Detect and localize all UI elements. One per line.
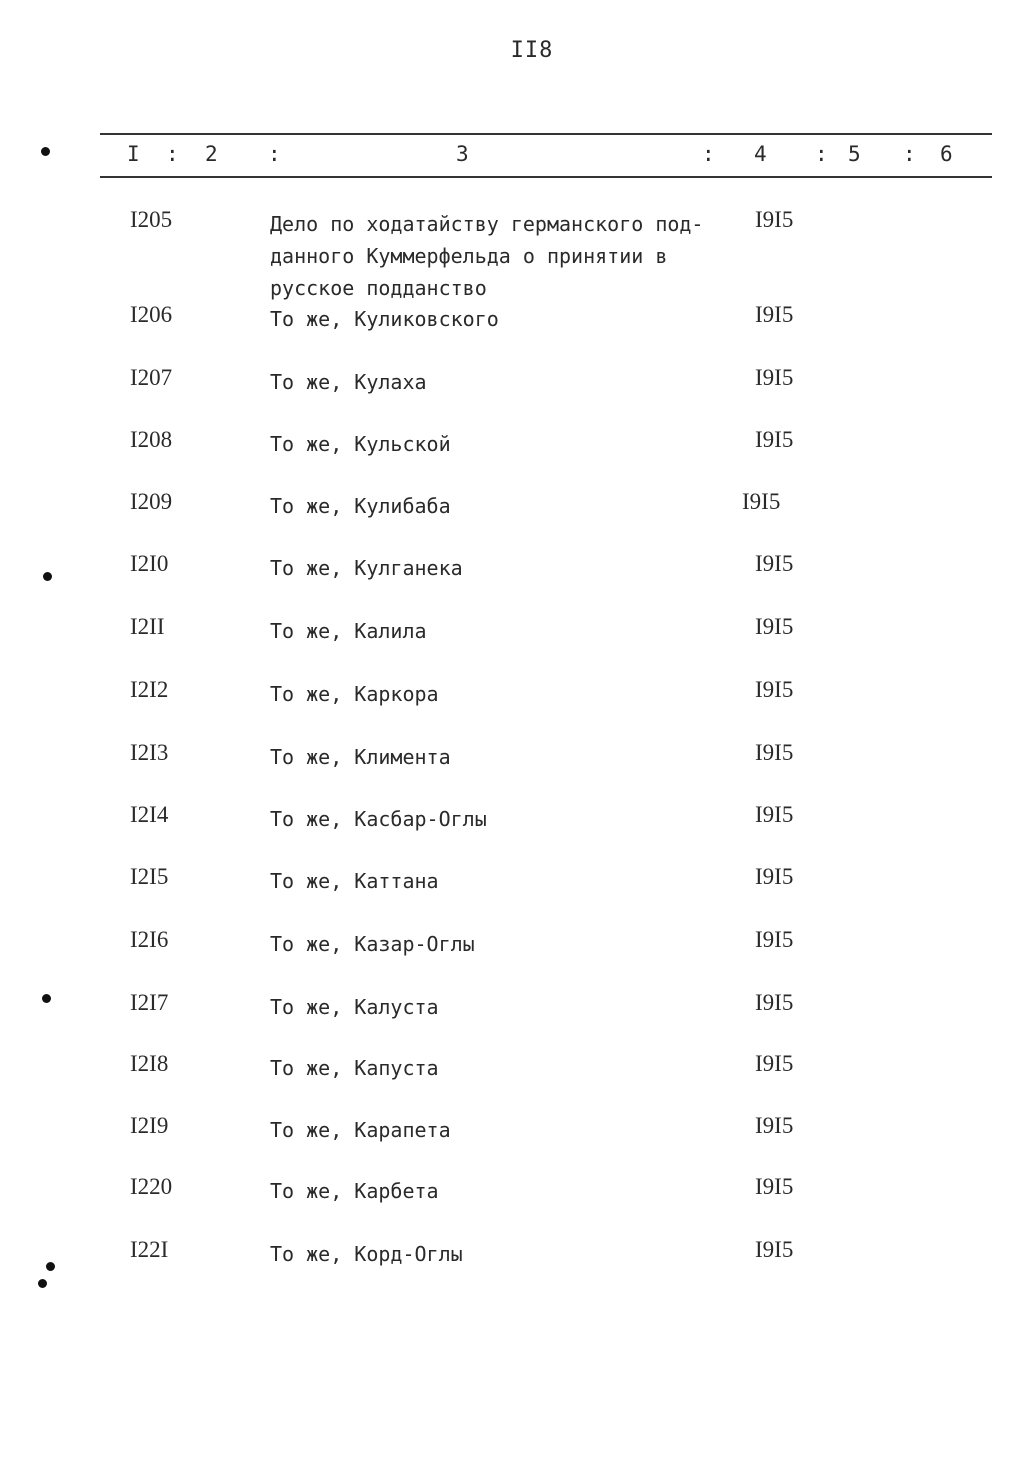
item-title: То же, Карапета bbox=[270, 1118, 451, 1142]
item-number: I2I0 bbox=[130, 551, 169, 576]
punch-hole bbox=[38, 1279, 47, 1288]
item-year: I9I5 bbox=[755, 927, 794, 952]
column-header-6: 6 bbox=[940, 142, 953, 166]
item-title: То же, Каттана bbox=[270, 869, 439, 893]
item-year: I9I5 bbox=[755, 1113, 794, 1138]
item-year: I9I5 bbox=[755, 1051, 794, 1076]
item-number: I2I4 bbox=[130, 802, 169, 827]
page-number: II8 bbox=[510, 38, 554, 63]
item-title: Дело по ходатайству германского под- данного Куммерфельда о принятии в русское подданство bbox=[270, 212, 704, 300]
column-separator: : bbox=[702, 142, 715, 166]
item-title: То же, Каркора bbox=[270, 682, 439, 706]
item-year: I9I5 bbox=[755, 990, 794, 1015]
item-year: I9I5 bbox=[755, 1174, 794, 1199]
column-header-2: 2 bbox=[205, 142, 218, 166]
column-separator: : bbox=[903, 142, 916, 166]
item-number: I206 bbox=[130, 302, 173, 327]
item-year: I9I5 bbox=[755, 864, 794, 889]
item-number: I2II bbox=[130, 614, 165, 639]
punch-hole bbox=[46, 1262, 55, 1271]
item-title: То же, Климента bbox=[270, 745, 451, 769]
column-separator: : bbox=[268, 142, 281, 166]
column-header-3: 3 bbox=[456, 142, 469, 166]
column-header-1: I bbox=[127, 142, 140, 166]
punch-hole bbox=[42, 994, 51, 1003]
item-year: I9I5 bbox=[742, 489, 781, 514]
punch-hole bbox=[41, 147, 50, 156]
column-header-5: 5 bbox=[848, 142, 861, 166]
item-title: То же, Кулибаба bbox=[270, 494, 451, 518]
item-title: То же, Касбар-Оглы bbox=[270, 807, 487, 831]
item-number: I220 bbox=[130, 1174, 173, 1199]
item-year: I9I5 bbox=[755, 677, 794, 702]
item-year: I9I5 bbox=[755, 207, 794, 232]
item-title: То же, Куликовского bbox=[270, 307, 499, 331]
item-number: I207 bbox=[130, 365, 173, 390]
item-year: I9I5 bbox=[755, 1237, 794, 1262]
item-title: То же, Казар-Оглы bbox=[270, 932, 475, 956]
item-title: То же, Калуста bbox=[270, 995, 439, 1019]
item-year: I9I5 bbox=[755, 802, 794, 827]
item-year: I9I5 bbox=[755, 740, 794, 765]
punch-hole bbox=[43, 572, 52, 581]
column-separator: : bbox=[166, 142, 179, 166]
item-title: То же, Карбета bbox=[270, 1179, 439, 1203]
item-number: I209 bbox=[130, 489, 173, 514]
item-year: I9I5 bbox=[755, 302, 794, 327]
column-header-4: 4 bbox=[754, 142, 767, 166]
item-number: I2I5 bbox=[130, 864, 169, 889]
header-bottom-rule bbox=[100, 176, 992, 178]
item-number: I2I3 bbox=[130, 740, 169, 765]
item-title: То же, Кулаха bbox=[270, 370, 427, 394]
item-number: I205 bbox=[130, 207, 173, 232]
item-title: То же, Кульской bbox=[270, 432, 451, 456]
column-separator: : bbox=[815, 142, 828, 166]
item-title: То же, Корд-Оглы bbox=[270, 1242, 463, 1266]
item-title: То же, Калила bbox=[270, 619, 427, 643]
item-year: I9I5 bbox=[755, 365, 794, 390]
header-top-rule bbox=[100, 133, 992, 135]
item-title: То же, Капуста bbox=[270, 1056, 439, 1080]
item-number: I22I bbox=[130, 1237, 169, 1262]
item-title: То же, Кулганека bbox=[270, 556, 463, 580]
item-number: I2I2 bbox=[130, 677, 169, 702]
item-number: I2I8 bbox=[130, 1051, 169, 1076]
item-year: I9I5 bbox=[755, 427, 794, 452]
item-number: I2I7 bbox=[130, 990, 169, 1015]
item-number: I208 bbox=[130, 427, 173, 452]
item-year: I9I5 bbox=[755, 614, 794, 639]
item-number: I2I9 bbox=[130, 1113, 169, 1138]
item-year: I9I5 bbox=[755, 551, 794, 576]
item-number: I2I6 bbox=[130, 927, 169, 952]
